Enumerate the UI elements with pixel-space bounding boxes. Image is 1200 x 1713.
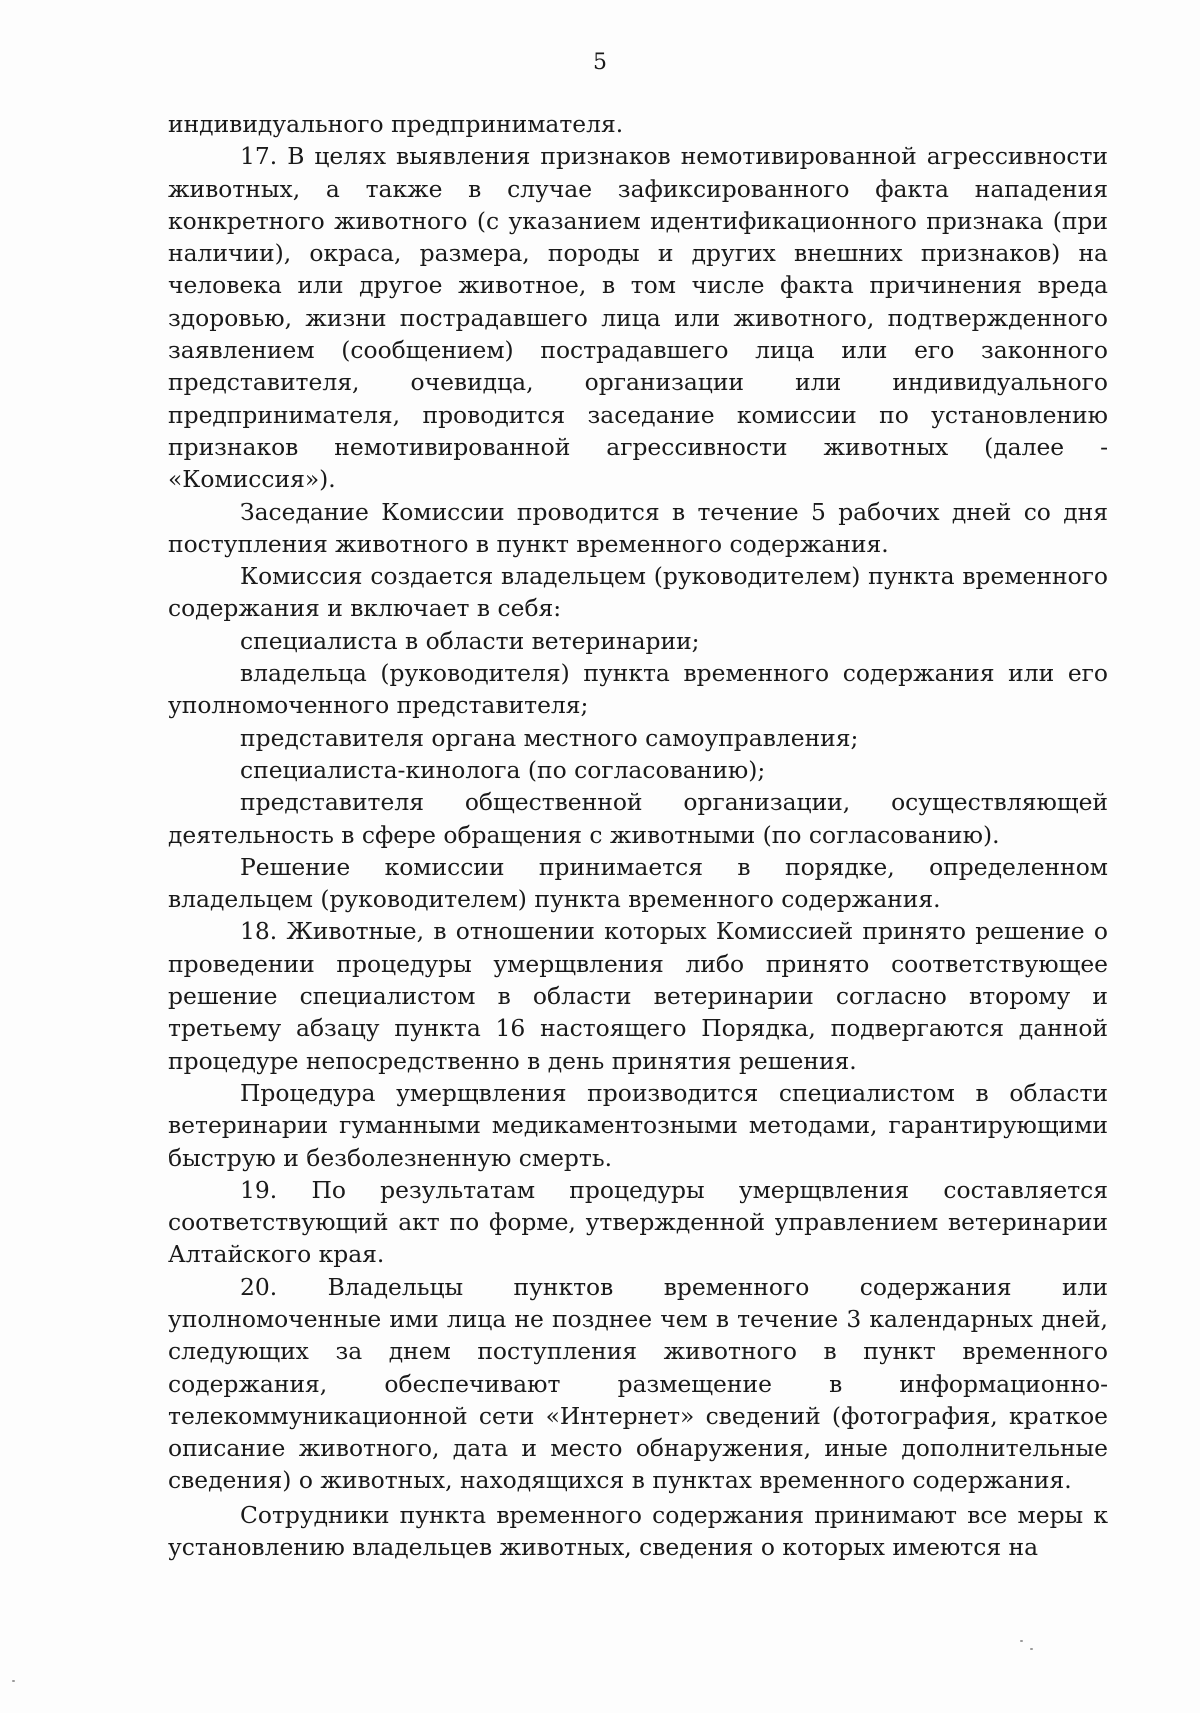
paragraph: представителя общественной организации, осуществляющей деятельность в сфере обращения с животными (по согласованию). xyxy=(168,788,1108,849)
paragraph: специалиста-кинолога (по согласованию); xyxy=(240,755,766,784)
paragraph: Комиссия создается владельцем (руководителем) пункта временного содержания и включает в себя: xyxy=(168,562,1108,623)
paragraph: Заседание Комиссии проводится в течение 5 рабочих дней со дня поступления животного в пункт временного содержания. xyxy=(168,497,1108,558)
paragraph: специалиста в области ветеринарии; xyxy=(240,626,700,655)
paragraph: 18. Животные, в отношении которых Комиссией принято решение о проведении процедуры умерщвления либо принято соответствующее решение специалистом в области ветеринарии согласно второму и третьему абзацу пункта 16 настоящего Порядка, подвергаются данной процедуре непосредственно в день принятия решения. xyxy=(168,917,1108,1075)
paragraph: Процедура умерщвления производится специалистом в области ветеринарии гуманными медикаментозными методами, гарантирующими быструю и безболезненную смерть. xyxy=(168,1078,1108,1172)
page-number: 5 xyxy=(593,50,607,75)
scan-speck xyxy=(1020,1640,1023,1642)
scan-speck xyxy=(12,1680,15,1682)
document-body xyxy=(168,108,1108,1563)
paragraph: Решение комиссии принимается в порядке, определенном владельцем (руководителем) пункта временного содержания. xyxy=(168,852,1108,914)
paragraph: 19. По результатам процедуры умерщвления составляется соответствующий акт по форме, утвержденной управлением ветеринарии Алтайского края. xyxy=(168,1175,1108,1269)
scan-speck xyxy=(1030,1648,1033,1650)
paragraph: индивидуального предпринимателя. xyxy=(168,110,624,138)
paragraph: владельца (руководителя) пункта временного содержания или его уполномоченного представителя; xyxy=(168,659,1108,720)
paragraph: Сотрудники пункта временного содержания принимают все меры к установлению владельцев животных, сведения о которых имеются на xyxy=(168,1500,1108,1562)
paragraph: 20. Владельцы пунктов временного содержания или уполномоченные ими лица не позднее чем в течение 3 календарных дней, следующих за днем поступления животного в пункт временного содержания, обеспечивают размещение в информационно-телекоммуникационной сети «Интернет» сведений (фотография, краткое описание животного, дата и место обнаружения, иные дополнительные сведения) о животных, находящихся в пунктах временного содержания. xyxy=(168,1272,1108,1495)
paragraph: 17. В целях выявления признаков немотивированной агрессивности животных, а также в случае зафиксированного факта нападения конкретного животного (с указанием идентификационного признака (при наличии), окраса, размера, породы и других внешних признаков) на человека или другое животное, в том числе факта причинения вреда здоровью, жизни пострадавшего лица или животного, подтвержденного заявлением (сообщением) пострадавшего лица или его законного представителя, очевидца, организации или индивидуального предпринимателя, проводится заседание комиссии по установлению признаков немотивированной агрессивности животных (далее - «Комиссия»). xyxy=(168,142,1108,494)
paragraph: представителя органа местного самоуправления; xyxy=(240,723,859,752)
